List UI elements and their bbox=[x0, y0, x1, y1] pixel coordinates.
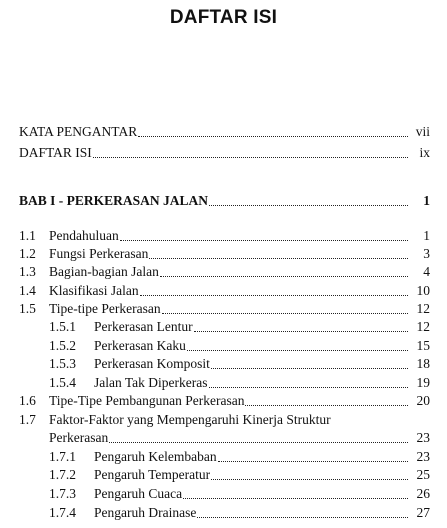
section-number: 1.3 bbox=[19, 264, 36, 279]
section-number: 1.7.3 bbox=[49, 486, 76, 501]
section-number: 1.2 bbox=[19, 246, 36, 261]
page-title: DAFTAR ISI bbox=[169, 7, 278, 28]
toc-entry-title: Perkerasan Lentur bbox=[94, 319, 193, 334]
dot-leader bbox=[218, 451, 408, 462]
dot-leader bbox=[109, 432, 408, 443]
toc-entry-1-3[interactable] bbox=[19, 263, 430, 280]
toc-page-number: 15 bbox=[416, 338, 430, 353]
section-number: 1.7.4 bbox=[49, 505, 76, 520]
section-number: 1.7.2 bbox=[49, 467, 76, 482]
toc-page-number: 25 bbox=[416, 467, 430, 482]
toc-entry-1-6[interactable] bbox=[19, 392, 430, 409]
dot-leader bbox=[162, 303, 408, 314]
dot-leader bbox=[194, 321, 408, 332]
toc-page-number: 4 bbox=[423, 264, 430, 279]
toc-page-number: vii bbox=[415, 124, 430, 139]
toc-entry-1-2[interactable] bbox=[19, 245, 430, 262]
toc-entry-title: Pengaruh Temperatur bbox=[94, 467, 211, 482]
dot-leader bbox=[149, 248, 408, 259]
toc-entry-1-5-1[interactable] bbox=[49, 318, 430, 335]
dot-leader bbox=[138, 126, 408, 137]
section-number: 1.5.1 bbox=[49, 319, 76, 334]
dot-leader bbox=[211, 469, 408, 480]
toc-page-number: 23 bbox=[416, 449, 430, 464]
toc-entry-1-7[interactable] bbox=[19, 411, 430, 428]
toc-entry-1-5-3[interactable] bbox=[49, 355, 430, 372]
toc-entry-1-5[interactable] bbox=[19, 300, 430, 317]
toc-entry-title: Pendahuluan bbox=[49, 228, 119, 243]
toc-entry-1-7-2[interactable] bbox=[49, 466, 430, 483]
toc-entry-1-7-continued[interactable] bbox=[49, 429, 430, 446]
section-number: 1.5.2 bbox=[49, 338, 76, 353]
toc-entry-1-1[interactable] bbox=[19, 227, 430, 244]
section-number: 1.5 bbox=[19, 301, 36, 316]
section-number: 1.7 bbox=[19, 412, 36, 427]
toc-page-number: 19 bbox=[416, 375, 430, 390]
toc-entry-1-5-2[interactable] bbox=[49, 337, 430, 354]
toc-entry-title: Perkerasan Komposit bbox=[94, 356, 210, 371]
dot-leader bbox=[93, 147, 408, 158]
toc-entry-kata-pengantar[interactable] bbox=[19, 123, 430, 140]
toc-entry-1-5-4[interactable] bbox=[49, 374, 430, 391]
section-number: 1.7.1 bbox=[49, 449, 76, 464]
toc-entry-title: DAFTAR ISI bbox=[19, 145, 92, 160]
toc-entry-title: Tipe-Tipe Pembangunan Perkerasan bbox=[49, 393, 245, 408]
dot-leader bbox=[160, 266, 408, 277]
toc-page-number: 18 bbox=[416, 356, 430, 371]
toc-page-number: 12 bbox=[416, 319, 430, 334]
toc-entry-title: Bagian-bagian Jalan bbox=[49, 264, 159, 279]
toc-page-number: 1 bbox=[423, 228, 430, 243]
toc-page-number: 10 bbox=[416, 283, 430, 298]
dot-leader bbox=[197, 507, 408, 518]
toc-page-number: ix bbox=[419, 145, 430, 160]
section-number: 1.5.3 bbox=[49, 356, 76, 371]
toc-entry-1-7-4[interactable] bbox=[49, 504, 430, 521]
dot-leader bbox=[245, 395, 408, 406]
toc-entry-title: Pengaruh Kelembaban bbox=[94, 449, 217, 464]
toc-entry-1-4[interactable] bbox=[19, 282, 430, 299]
section-number: 1.4 bbox=[19, 283, 36, 298]
section-number: 1.1 bbox=[19, 228, 36, 243]
toc-chapter-title: BAB I - PERKERASAN JALAN bbox=[19, 193, 209, 208]
dot-leader bbox=[209, 195, 408, 206]
toc-entry-title: Jalan Tak Diperkeras bbox=[94, 375, 208, 390]
toc-page-number: 23 bbox=[416, 430, 430, 445]
toc-entry-daftar-isi[interactable] bbox=[19, 144, 430, 161]
toc-page-number: 20 bbox=[416, 393, 430, 408]
toc-entry-title: Faktor-Faktor yang Mempengaruhi Kinerja Struktur bbox=[49, 412, 331, 427]
dot-leader bbox=[209, 377, 408, 388]
toc-entry-1-7-3[interactable] bbox=[49, 485, 430, 502]
toc-page-number: 3 bbox=[423, 246, 430, 261]
section-number: 1.6 bbox=[19, 393, 36, 408]
toc-entry-1-7-1[interactable] bbox=[49, 448, 430, 465]
toc-entry-title: Klasifikasi Jalan bbox=[49, 283, 139, 298]
toc-entry-title: Fungsi Perkerasan bbox=[49, 246, 149, 261]
dot-leader bbox=[187, 340, 408, 351]
toc-entry-title: Perkerasan Kaku bbox=[94, 338, 186, 353]
toc-page-number: 12 bbox=[416, 301, 430, 316]
dot-leader bbox=[183, 488, 408, 499]
toc-entry-title: Perkerasan bbox=[49, 430, 109, 445]
toc-page-number: 27 bbox=[416, 505, 430, 520]
toc-entry-title: Pengaruh Drainase bbox=[94, 505, 197, 520]
toc-entry-title: KATA PENGANTAR bbox=[19, 124, 138, 139]
dot-leader bbox=[211, 358, 408, 369]
toc-page-number: 1 bbox=[423, 193, 430, 208]
toc-page-number: 26 bbox=[416, 486, 430, 501]
toc-entry-title: Pengaruh Cuaca bbox=[94, 486, 183, 501]
toc-chapter-bab-1[interactable] bbox=[19, 192, 430, 209]
dot-leader bbox=[140, 285, 408, 296]
dot-leader bbox=[120, 230, 408, 241]
toc-entry-title: Tipe-tipe Perkerasan bbox=[49, 301, 161, 316]
section-number: 1.5.4 bbox=[49, 375, 76, 390]
